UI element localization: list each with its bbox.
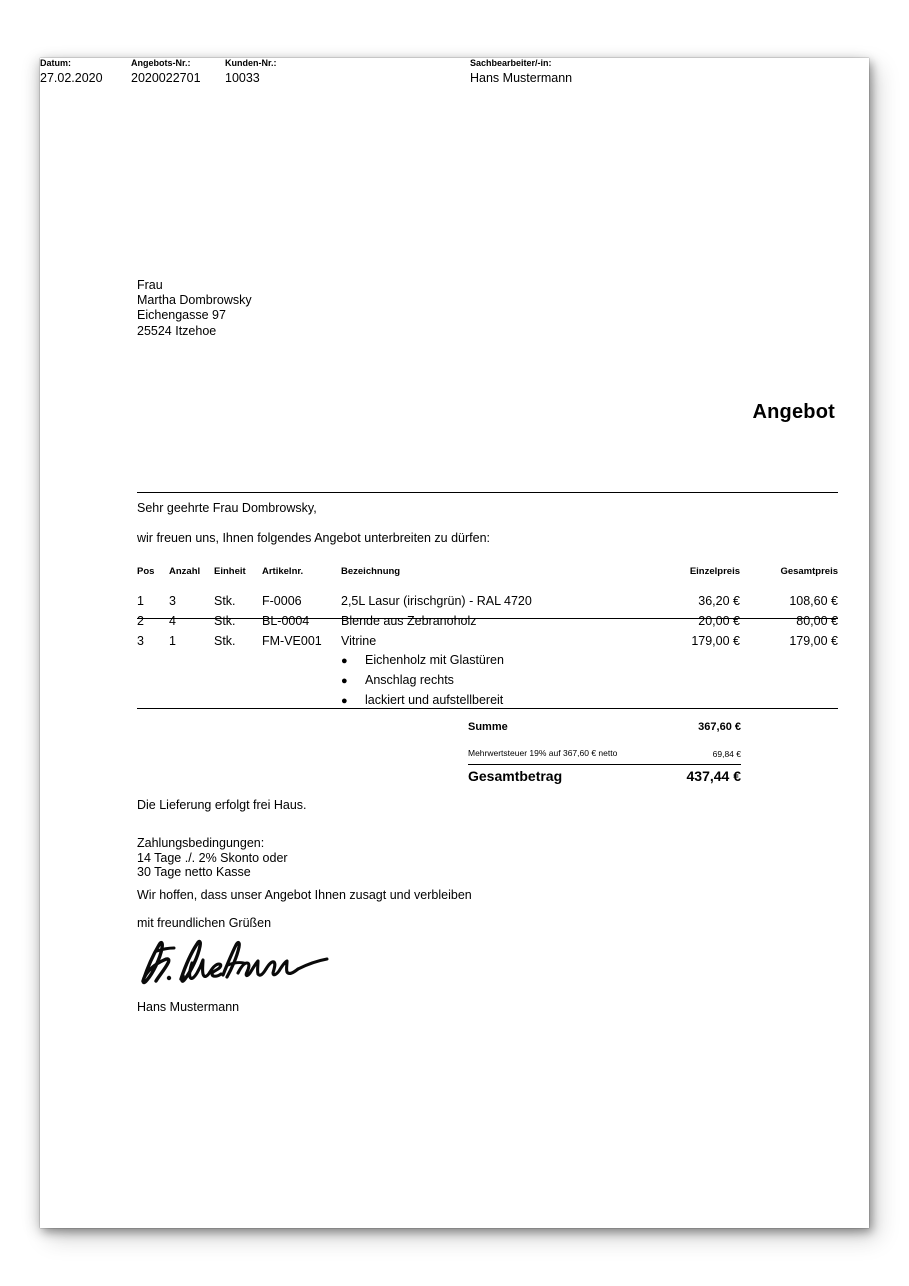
cell-description: Vitrine xyxy=(341,634,377,648)
cell-total-price: 80,00 € xyxy=(796,614,838,628)
cell-unit: Stk. xyxy=(214,614,236,628)
column-header-quantity: Anzahl xyxy=(169,566,201,577)
offer-number-value: 2020022701 xyxy=(131,71,201,85)
cell-article-number: F-0006 xyxy=(262,594,302,608)
list-item-label: Eichenholz mit Glastüren xyxy=(365,653,504,667)
cell-unit-price: 36,20 € xyxy=(698,594,740,608)
cell-description: Blende aus Zebranoholz xyxy=(341,614,477,628)
cell-unit: Stk. xyxy=(214,594,236,608)
recipient-name: Martha Dombrowsky xyxy=(137,293,252,308)
subtotal-value: 367,60 € xyxy=(698,721,741,733)
closing-hope-text: Wir hoffen, dass unser Angebot Ihnen zusagt und verbleiben xyxy=(137,888,472,902)
agent-label: Sachbearbeiter/-in: xyxy=(470,58,552,68)
cell-pos: 3 xyxy=(137,634,144,648)
cell-pos: 1 xyxy=(137,594,144,608)
cell-quantity: 1 xyxy=(169,634,176,648)
tax-label: Mehrwertsteuer 19% auf 367,60 € netto xyxy=(468,748,618,758)
column-header-unit: Einheit xyxy=(214,566,246,577)
offer-number-label: Angebots-Nr.: xyxy=(131,58,191,68)
bullet-icon: ● xyxy=(341,655,348,667)
cell-unit-price: 20,00 € xyxy=(698,614,740,628)
recipient-city: 25524 Itzehoe xyxy=(137,323,217,338)
date-value: 27.02.2020 xyxy=(40,71,103,85)
column-header-total-price: Gesamtpreis xyxy=(780,566,838,577)
bullet-icon: ● xyxy=(341,695,348,707)
cell-description: 2,5L Lasur (irischgrün) - RAL 4720 xyxy=(341,594,532,608)
column-header-unit-price: Einzelpreis xyxy=(689,566,740,577)
recipient-salutation: Frau xyxy=(137,278,163,292)
grand-total-label: Gesamtbetrag xyxy=(468,768,563,784)
signer-name: Hans Mustermann xyxy=(137,1000,240,1014)
cell-quantity: 3 xyxy=(169,594,176,608)
document-page xyxy=(40,58,869,1228)
closing-regards-text: mit freundlichen Grüßen xyxy=(137,916,272,930)
page-title: Angebot xyxy=(752,401,835,423)
intro-text: wir freuen uns, Ihnen folgendes Angebot unterbreiten zu dürfen: xyxy=(137,531,491,545)
column-header-article-number: Artikelnr. xyxy=(262,566,304,577)
cell-total-price: 108,60 € xyxy=(789,594,838,608)
recipient-street: Eichengasse 97 xyxy=(137,308,226,323)
customer-number-value: 10033 xyxy=(225,71,260,85)
cell-unit: Stk. xyxy=(214,634,236,648)
payment-terms-title: Zahlungsbedingungen: xyxy=(137,836,265,850)
greeting-text: Sehr geehrte Frau Dombrowsky, xyxy=(137,501,317,515)
cell-quantity: 4 xyxy=(169,614,176,628)
list-item xyxy=(341,653,504,667)
grand-total-value: 437,44 € xyxy=(686,768,741,784)
subtotal-label: Summe xyxy=(468,721,508,733)
list-item-label: Anschlag rechts xyxy=(365,673,454,687)
meta-divider xyxy=(137,492,838,493)
list-item xyxy=(341,693,503,707)
signature-image xyxy=(137,933,337,993)
cell-article-number: FM-VE001 xyxy=(262,634,322,648)
cell-unit-price: 179,00 € xyxy=(691,634,740,648)
payment-terms-line-2: 30 Tage netto Kasse xyxy=(137,865,251,879)
totals-divider xyxy=(468,764,741,765)
list-item xyxy=(341,673,454,687)
agent-value: Hans Mustermann xyxy=(470,71,573,85)
payment-terms-block xyxy=(137,836,288,880)
bullet-icon: ● xyxy=(341,675,348,687)
cell-pos: 2 xyxy=(137,614,144,628)
date-label: Datum: xyxy=(40,58,71,68)
payment-terms-line-1: 14 Tage ./. 2% Skonto oder xyxy=(137,850,288,865)
table-bottom-divider xyxy=(137,708,838,709)
list-item-label: lackiert und aufstellbereit xyxy=(365,693,504,707)
document-meta xyxy=(40,58,741,92)
delivery-note: Die Lieferung erfolgt frei Haus. xyxy=(137,798,307,812)
customer-number-label: Kunden-Nr.: xyxy=(225,58,277,68)
column-header-description: Bezeichnung xyxy=(341,566,401,577)
tax-value: 69,84 € xyxy=(712,749,741,759)
cell-article-number: BL-0004 xyxy=(262,614,310,628)
cell-total-price: 179,00 € xyxy=(789,634,838,648)
recipient-address-block xyxy=(137,278,252,339)
column-header-pos: Pos xyxy=(137,566,155,577)
